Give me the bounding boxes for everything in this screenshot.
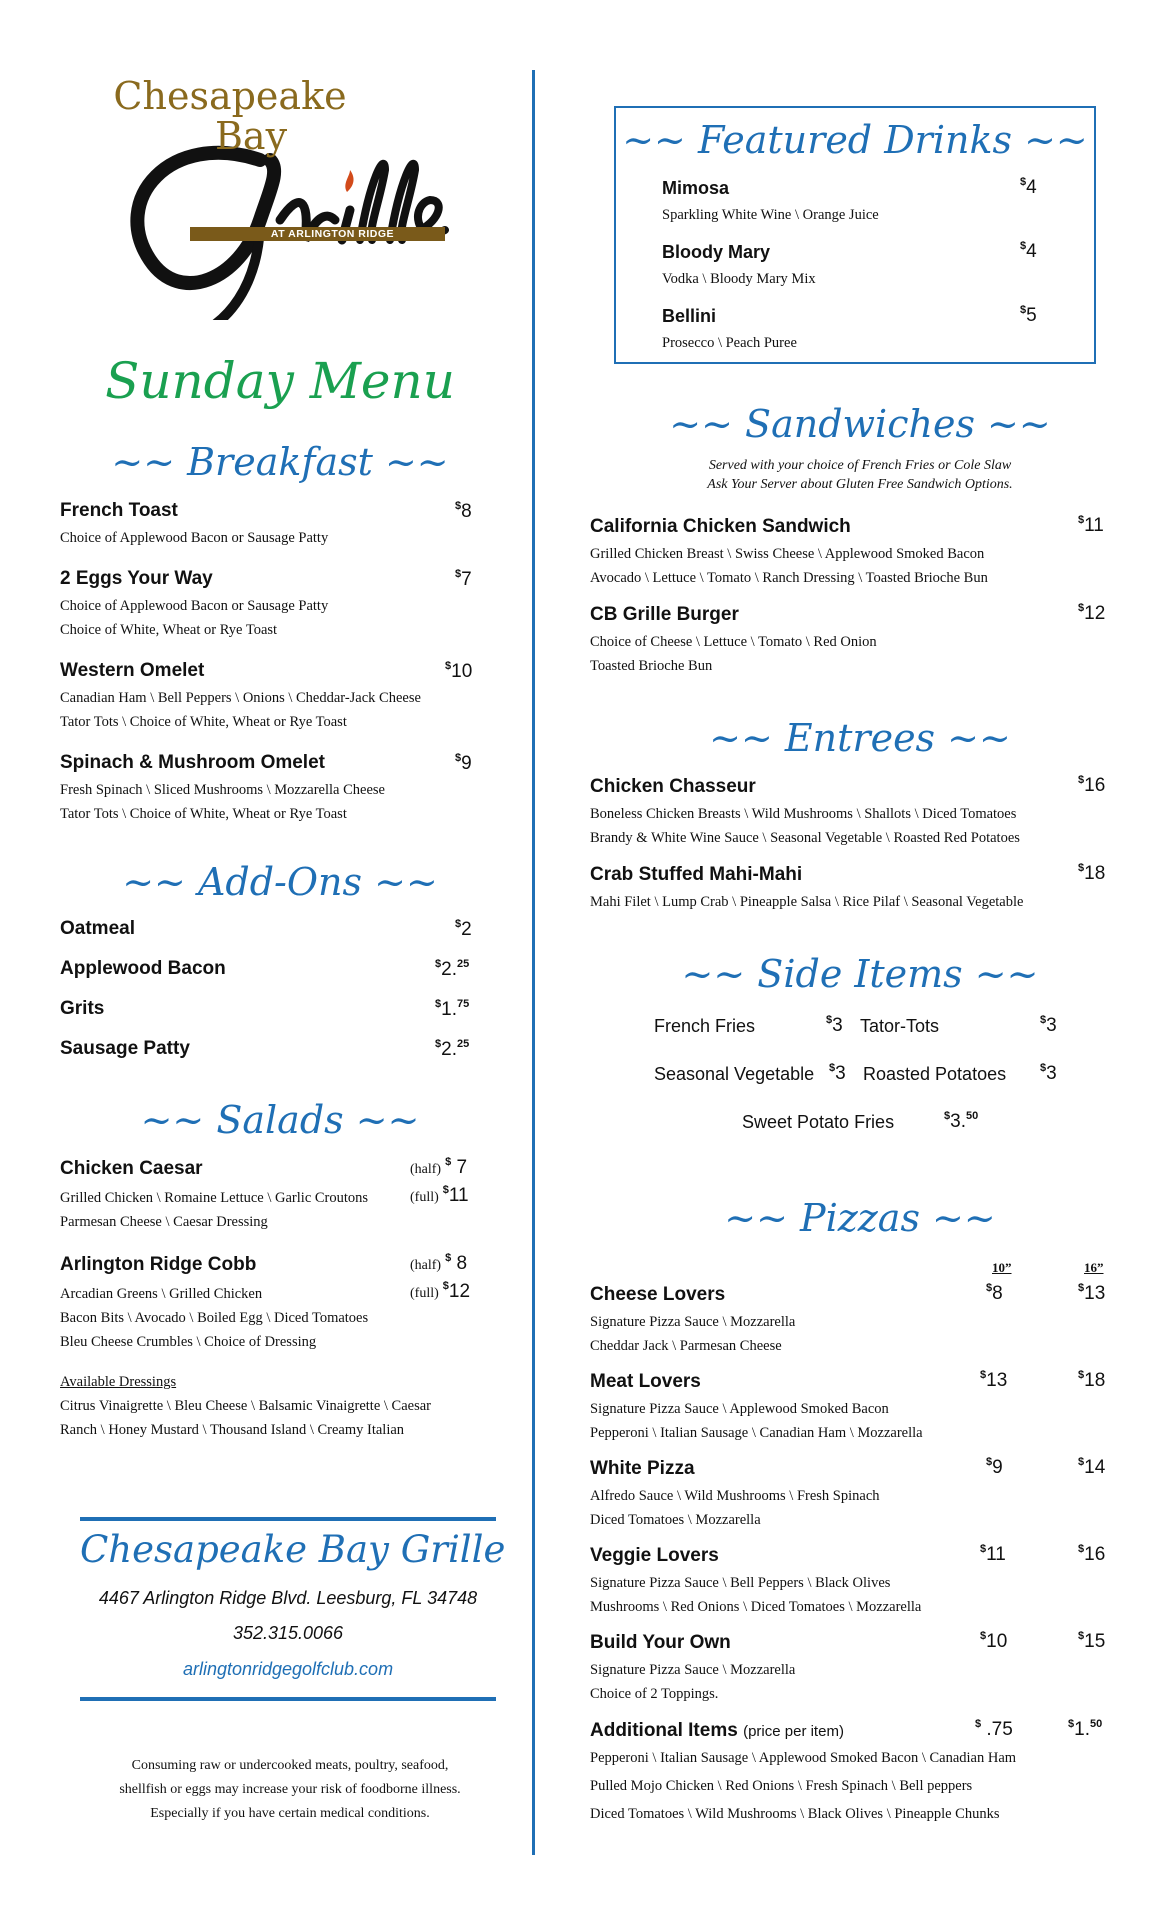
item-price: $2 bbox=[455, 918, 472, 940]
item-price: $4 bbox=[1020, 240, 1037, 262]
item-name: Cheese Lovers bbox=[590, 1284, 726, 1305]
item-desc: Choice of 2 Toppings. bbox=[590, 1686, 719, 1702]
item-desc: Parmesan Cheese \ Caesar Dressing bbox=[60, 1214, 268, 1230]
item-name: Applewood Bacon bbox=[60, 958, 226, 979]
full-price: (full) $12 bbox=[410, 1280, 471, 1302]
contact-bottom-rule bbox=[80, 1697, 496, 1701]
item-desc: Pepperoni \ Italian Sausage \ Canadian Ham \ Mozzarella bbox=[590, 1425, 923, 1441]
item-price: $3 bbox=[826, 1014, 843, 1036]
item-name: Sausage Patty bbox=[60, 1038, 190, 1059]
contact-name: Chesapeake Bay Grille bbox=[80, 1528, 506, 1571]
item-desc: Fresh Spinach \ Sliced Mushrooms \ Mozzarella Cheese bbox=[60, 782, 385, 798]
item-desc: Diced Tomatoes \ Mozzarella bbox=[590, 1512, 761, 1528]
drinks-title: ~~ Featured Drinks ~~ bbox=[622, 118, 1088, 162]
dressings-line: Ranch \ Honey Mustard \ Thousand Island \ Creamy Italian bbox=[60, 1422, 405, 1438]
item-price: $4 bbox=[1020, 176, 1037, 198]
item-desc: Avocado \ Lettuce \ Tomato \ Ranch Dressing \ Toasted Brioche Bun bbox=[590, 570, 988, 586]
item-desc: Choice of Applewood Bacon or Sausage Patty bbox=[60, 598, 329, 614]
item-desc: Mushrooms \ Red Onions \ Diced Tomatoes \ Mozzarella bbox=[590, 1599, 922, 1615]
item-price: $9 bbox=[455, 752, 472, 774]
item-name: Tator-Tots bbox=[860, 1016, 940, 1036]
item-desc: Sparkling White Wine \ Orange Juice bbox=[662, 207, 879, 223]
item-desc: Pulled Mojo Chicken \ Red Onions \ Fresh Spinach \ Bell peppers bbox=[590, 1778, 973, 1794]
item-name: Roasted Potatoes bbox=[863, 1064, 1007, 1084]
item-desc: Boneless Chicken Breasts \ Wild Mushrooms \ Shallots \ Diced Tomatoes bbox=[590, 806, 1017, 822]
price-10: $11 bbox=[980, 1543, 1006, 1565]
item-price: $3 bbox=[1040, 1062, 1057, 1084]
half-price: (half) $ 7 bbox=[410, 1156, 468, 1178]
item-desc: Cheddar Jack \ Parmesan Cheese bbox=[590, 1338, 782, 1354]
size-16-header: 16” bbox=[1084, 1260, 1104, 1275]
logo-banner: AT ARLINGTON RIDGE bbox=[270, 228, 395, 240]
item-desc: Pepperoni \ Italian Sausage \ Applewood Smoked Bacon \ Canadian Ham bbox=[590, 1750, 1017, 1766]
price-10: $ .75 bbox=[975, 1718, 1013, 1740]
item-desc: Bleu Cheese Crumbles \ Choice of Dressing bbox=[60, 1334, 317, 1350]
disclaimer-line: Consuming raw or undercooked meats, poultry, seafood, bbox=[131, 1758, 449, 1773]
disclaimer-line: Especially if you have certain medical conditions. bbox=[150, 1806, 430, 1821]
pizzas-title: ~~ Pizzas ~~ bbox=[724, 1196, 996, 1240]
item-price: $16 bbox=[1078, 774, 1106, 796]
logo-line1: Chesapeake bbox=[113, 74, 347, 118]
item-price: $8 bbox=[455, 500, 472, 522]
price-10: $13 bbox=[980, 1369, 1008, 1391]
price-16: $16 bbox=[1078, 1543, 1106, 1565]
item-price: $18 bbox=[1078, 862, 1106, 884]
item-desc: Choice of Cheese \ Lettuce \ Tomato \ Red Onion bbox=[590, 634, 877, 650]
item-name: Chicken Caesar bbox=[60, 1158, 203, 1179]
sides-title: ~~ Side Items ~~ bbox=[681, 952, 1039, 996]
item-price: $12 bbox=[1078, 602, 1106, 624]
disclaimer-line: shellfish or eggs may increase your risk of foodborne illness. bbox=[119, 1782, 461, 1797]
item-name: French Toast bbox=[60, 500, 178, 521]
item-name: French Fries bbox=[654, 1016, 756, 1036]
item-desc: Signature Pizza Sauce \ Applewood Smoked Bacon bbox=[590, 1401, 889, 1417]
item-name: Seasonal Vegetable bbox=[654, 1064, 815, 1084]
item-price: $7 bbox=[455, 568, 472, 590]
sandwiches-title: ~~ Sandwiches ~~ bbox=[669, 402, 1051, 446]
item-price: $2.25 bbox=[435, 1038, 470, 1060]
item-desc: Prosecco \ Peach Puree bbox=[662, 335, 797, 351]
item-desc: Signature Pizza Sauce \ Bell Peppers \ Black Olives bbox=[590, 1575, 891, 1591]
salads-title: ~~ Salads ~~ bbox=[140, 1098, 420, 1142]
contact-top-rule bbox=[80, 1517, 496, 1521]
dressings-line: Citrus Vinaigrette \ Bleu Cheese \ Balsamic Vinaigrette \ Caesar bbox=[60, 1398, 432, 1414]
item-name: CB Grille Burger bbox=[590, 604, 739, 625]
full-price: (full) $11 bbox=[410, 1184, 469, 1206]
item-price: $3 bbox=[829, 1062, 846, 1084]
item-price: $11 bbox=[1078, 514, 1104, 536]
item-name: Build Your Own bbox=[590, 1632, 731, 1653]
contact-website[interactable]: arlingtonridgegolfclub.com bbox=[182, 1659, 394, 1679]
item-desc: Diced Tomatoes \ Wild Mushrooms \ Black Olives \ Pineapple Chunks bbox=[590, 1806, 1000, 1822]
price-16: $13 bbox=[1078, 1282, 1106, 1304]
item-name: 2 Eggs Your Way bbox=[60, 568, 213, 589]
item-desc: Bacon Bits \ Avocado \ Boiled Egg \ Diced Tomatoes bbox=[60, 1310, 369, 1326]
item-name: Sweet Potato Fries bbox=[742, 1112, 895, 1132]
item-desc: Toasted Brioche Bun bbox=[590, 658, 713, 674]
contact-address: 4467 Arlington Ridge Blvd. Leesburg, FL 34748 bbox=[98, 1588, 478, 1608]
item-desc: Brandy & White Wine Sauce \ Seasonal Vegetable \ Roasted Red Potatoes bbox=[590, 830, 1020, 846]
item-price: $5 bbox=[1020, 304, 1037, 326]
price-10: $9 bbox=[986, 1456, 1003, 1478]
item-desc: Signature Pizza Sauce \ Mozzarella bbox=[590, 1662, 796, 1678]
sandwiches-note: Ask Your Server about Gluten Free Sandwich Options. bbox=[707, 477, 1013, 492]
item-name: Chicken Chasseur bbox=[590, 776, 756, 797]
item-price: $3.50 bbox=[944, 1110, 979, 1132]
price-16: $1.50 bbox=[1068, 1718, 1103, 1740]
item-name: Bloody Mary bbox=[662, 242, 771, 262]
item-desc: Signature Pizza Sauce \ Mozzarella bbox=[590, 1314, 796, 1330]
entrees-title: ~~ Entrees ~~ bbox=[709, 716, 1011, 760]
item-name: Crab Stuffed Mahi-Mahi bbox=[590, 864, 803, 885]
dressings-label: Available Dressings bbox=[60, 1374, 177, 1390]
item-desc: Tator Tots \ Choice of White, Wheat or Rye Toast bbox=[60, 714, 347, 730]
item-price: $2.25 bbox=[435, 958, 470, 980]
item-name: Additional Items (price per item) bbox=[590, 1720, 844, 1741]
item-name: Western Omelet bbox=[60, 660, 205, 681]
item-desc: Tator Tots \ Choice of White, Wheat or Rye Toast bbox=[60, 806, 347, 822]
item-desc: Arcadian Greens \ Grilled Chicken bbox=[60, 1286, 263, 1302]
item-desc: Choice of Applewood Bacon or Sausage Patty bbox=[60, 530, 329, 546]
item-desc: Grilled Chicken Breast \ Swiss Cheese \ Applewood Smoked Bacon bbox=[590, 546, 985, 562]
item-name: Grits bbox=[60, 998, 105, 1019]
item-name: Veggie Lovers bbox=[590, 1545, 719, 1566]
price-10: $10 bbox=[980, 1630, 1008, 1652]
size-10-header: 10” bbox=[992, 1260, 1012, 1275]
item-name: Oatmeal bbox=[60, 918, 135, 939]
price-16: $14 bbox=[1078, 1456, 1106, 1478]
logo bbox=[110, 74, 450, 320]
contact-phone: 352.315.0066 bbox=[232, 1623, 344, 1643]
item-desc: Alfredo Sauce \ Wild Mushrooms \ Fresh Spinach bbox=[590, 1488, 880, 1504]
addons-title: ~~ Add-Ons ~~ bbox=[122, 860, 438, 904]
item-price: $3 bbox=[1040, 1014, 1057, 1036]
logo-line2: Bay bbox=[215, 114, 288, 158]
item-name: Spinach & Mushroom Omelet bbox=[60, 752, 325, 773]
item-name: California Chicken Sandwich bbox=[590, 516, 851, 537]
column-divider bbox=[532, 70, 535, 1855]
price-16: $18 bbox=[1078, 1369, 1106, 1391]
item-desc: Mahi Filet \ Lump Crab \ Pineapple Salsa \ Rice Pilaf \ Seasonal Vegetable bbox=[590, 894, 1024, 910]
price-16: $15 bbox=[1078, 1630, 1106, 1652]
item-name: Mimosa bbox=[662, 178, 730, 198]
item-price: $10 bbox=[445, 660, 473, 682]
item-price: $1.75 bbox=[435, 998, 470, 1020]
item-desc: Choice of White, Wheat or Rye Toast bbox=[60, 622, 278, 638]
item-name: Meat Lovers bbox=[590, 1371, 701, 1392]
item-desc: Vodka \ Bloody Mary Mix bbox=[662, 271, 816, 287]
page-title: Sunday Menu bbox=[105, 352, 455, 410]
item-desc: Grilled Chicken \ Romaine Lettuce \ Garlic Croutons bbox=[60, 1190, 369, 1206]
sandwiches-note: Served with your choice of French Fries or Cole Slaw bbox=[708, 458, 1012, 473]
price-10: $8 bbox=[986, 1282, 1003, 1304]
half-price: (half) $ 8 bbox=[410, 1252, 468, 1274]
breakfast-title: ~~ Breakfast ~~ bbox=[111, 440, 449, 484]
item-name: White Pizza bbox=[590, 1458, 695, 1479]
item-name: Bellini bbox=[662, 306, 717, 326]
item-desc: Canadian Ham \ Bell Peppers \ Onions \ Cheddar-Jack Cheese bbox=[60, 690, 421, 706]
item-name: Arlington Ridge Cobb bbox=[60, 1254, 257, 1275]
